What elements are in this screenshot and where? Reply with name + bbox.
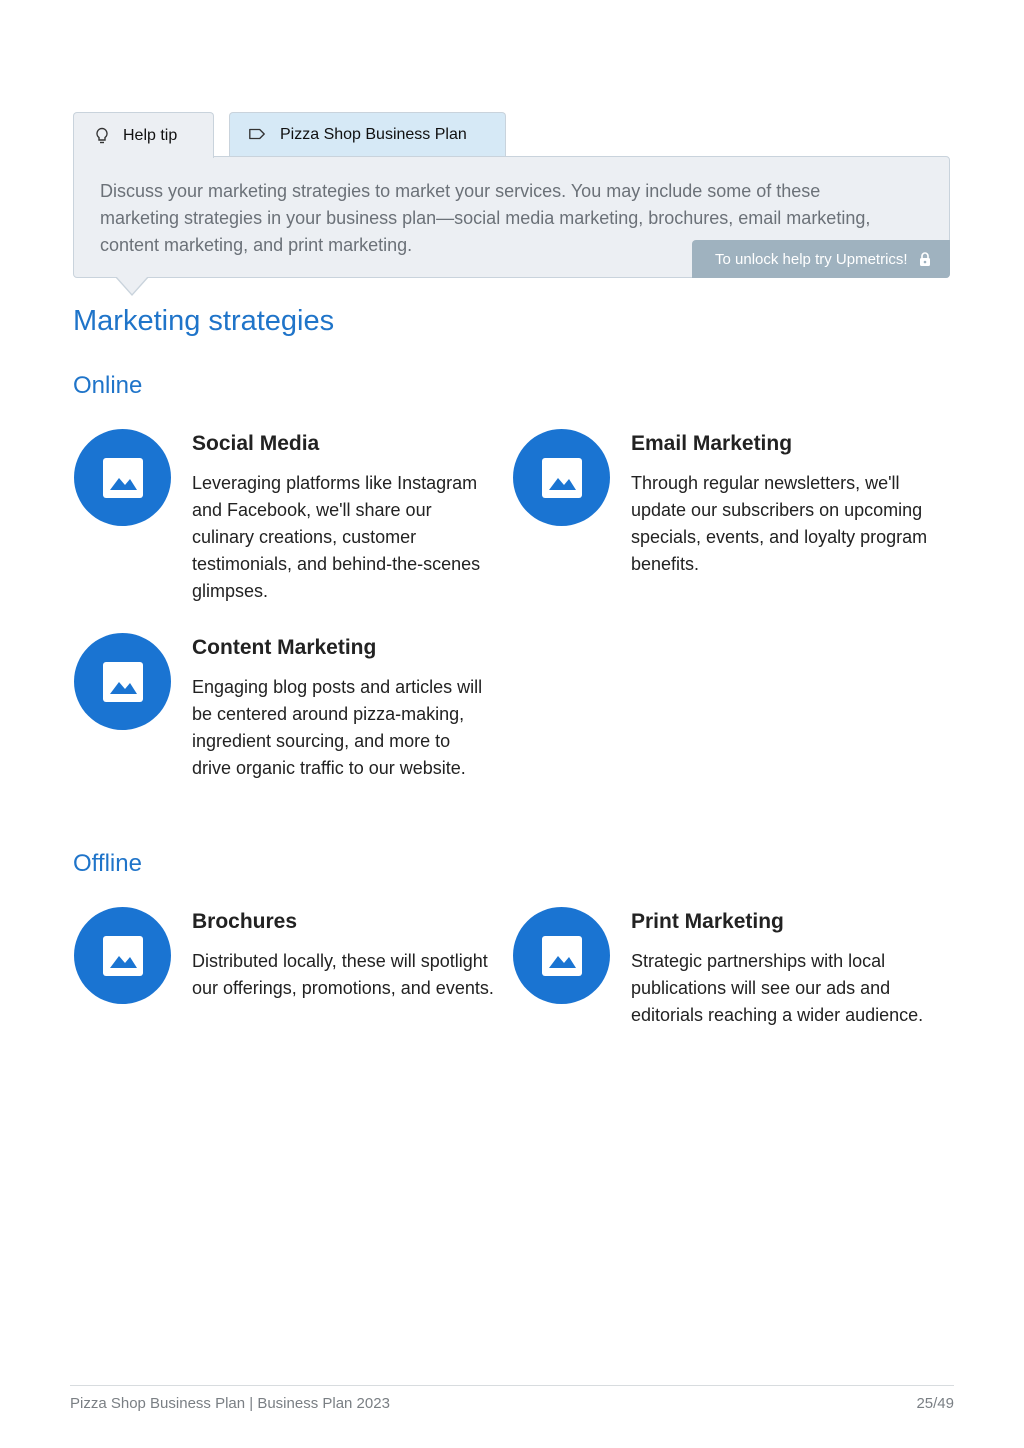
strategy-title: Social Media <box>192 432 320 455</box>
tag-icon <box>248 126 266 144</box>
image-placeholder-icon <box>513 429 610 526</box>
image-placeholder-icon <box>74 429 171 526</box>
lock-icon <box>918 251 932 267</box>
footer-page-number: 25/49 <box>916 1395 954 1412</box>
strategy-desc: Strategic partnerships with local publications will see our ads and editorials reaching a wider audience. <box>631 951 924 1025</box>
tab-plan[interactable] <box>229 112 506 156</box>
strategy-title: Print Marketing <box>631 910 784 933</box>
footer-document-title: Pizza Shop Business Plan | Business Plan 2023 <box>70 1395 390 1412</box>
strategy-desc: Leveraging platforms like Instagram and Facebook, we'll share our culinary creations, customer testimonials, and behind-the-scenes glimpses. <box>192 473 481 601</box>
unlock-label: To unlock help try Upmetrics! <box>715 250 908 268</box>
strategy-desc: Engaging blog posts and articles will be centered around pizza-making, ingredient sourcing, and more to drive organic traffic to our website. <box>192 677 483 778</box>
offline-heading: Offline <box>73 850 142 877</box>
strategy-desc: Through regular newsletters, we'll update our subscribers on upcoming specials, events, and loyalty program benefits. <box>631 473 928 574</box>
tab-help-tip[interactable] <box>73 112 214 158</box>
strategy-title: Content Marketing <box>192 636 377 659</box>
image-placeholder-icon <box>74 907 171 1004</box>
tab-help-label: Help tip <box>123 126 178 144</box>
footer-divider <box>70 1385 954 1386</box>
online-heading: Online <box>73 372 143 399</box>
strategy-desc: Distributed locally, these will spotlight our offerings, promotions, and events. <box>192 951 494 998</box>
lightbulb-icon <box>93 127 111 145</box>
unlock-help-button[interactable] <box>692 240 950 278</box>
tab-plan-label: Pizza Shop Business Plan <box>280 125 467 143</box>
image-placeholder-icon <box>513 907 610 1004</box>
help-tip-box <box>73 156 950 278</box>
strategy-title: Email Marketing <box>631 432 793 455</box>
tip-pointer-fill <box>116 276 148 294</box>
strategy-title: Brochures <box>192 910 298 933</box>
section-title: Marketing strategies <box>73 305 335 337</box>
image-placeholder-icon <box>74 633 171 730</box>
help-tip-text: Discuss your marketing strategies to market your services. You may include some of these marketing strategies in your business plan—social media marketing, brochures, email marketing, content marketing, and print marketing. <box>100 181 871 255</box>
